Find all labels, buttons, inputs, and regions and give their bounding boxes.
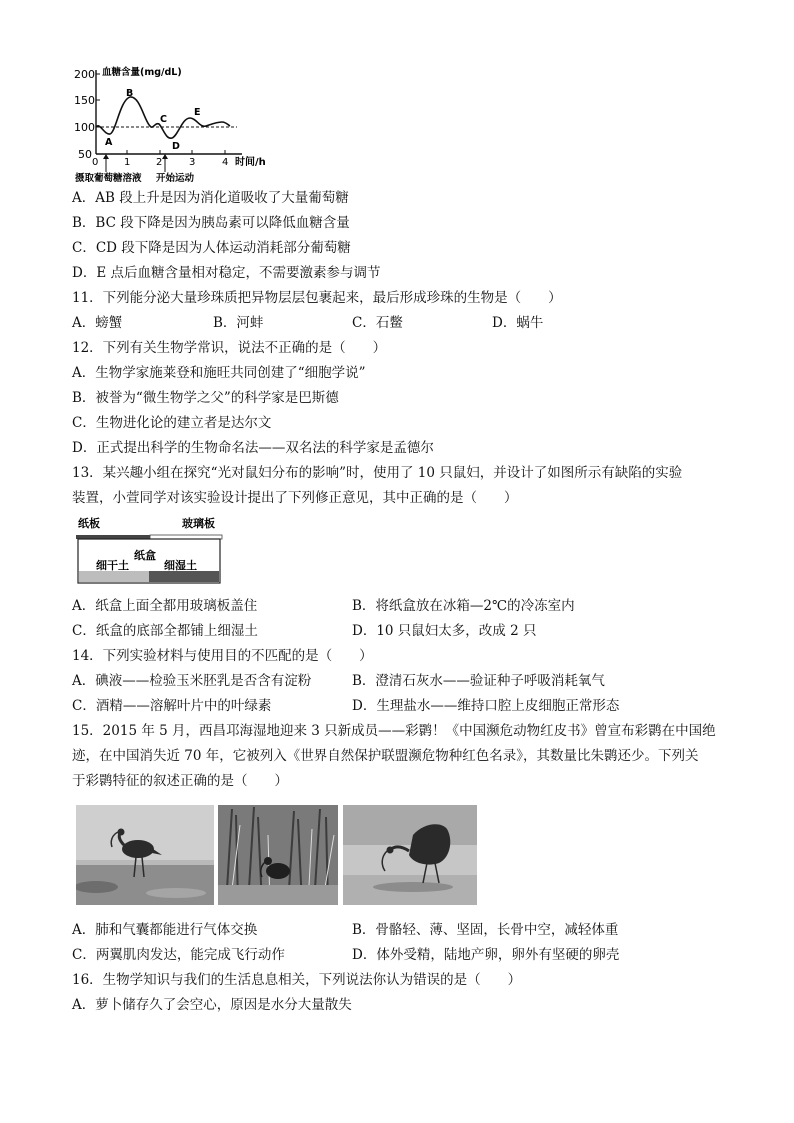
q11-option-b: B．河蚌 (213, 315, 264, 331)
y-axis-title: 血糖含量(mg/dL) (102, 67, 182, 78)
label-glass-plate: 玻璃板 (182, 517, 215, 530)
label-paperboard: 纸板 (78, 517, 100, 530)
q11-option-a: A．螃蟹 (72, 315, 123, 331)
q12-option-a: A．生物学家施莱登和施旺共同创建了“细胞学说” (72, 365, 366, 381)
q12-option-c: C．生物进化论的建立者是达尔文 (72, 415, 272, 431)
ibis-photo-3 (343, 805, 477, 905)
q13-stem-line1: 13．某兴趣小组在探究“光对鼠妇分布的影响”时，使用了 10 只鼠妇，并设计了如图所示有缺陷的实验 (72, 465, 683, 481)
x-tick: 3 (189, 157, 196, 168)
annotation-glucose: 摄取葡萄糖溶液 (75, 173, 142, 184)
q14-option-a: A．碘液——检验玉米胚乳是否含有淀粉 (72, 673, 312, 689)
q10-option-c: C．CD 段下降是因为人体运动消耗部分葡萄糖 (72, 240, 351, 256)
ibis-photo-2 (218, 805, 338, 905)
point-label: D (172, 141, 180, 152)
point-label: C (160, 114, 167, 125)
ibis-photo-1 (76, 805, 214, 905)
x-tick: 0 (92, 157, 99, 168)
q13-option-a: A．纸盒上面全都用玻璃板盖住 (72, 598, 258, 614)
q14-stem: 14．下列实验材料与使用目的不匹配的是（ ） (72, 648, 373, 664)
dry-soil (79, 571, 149, 582)
q16-stem: 16．生物学知识与我们的生活息息相关，下列说法你认为错误的是（ ） (72, 972, 522, 988)
y-tick: 200 (74, 68, 95, 81)
q14-option-c: C．酒精——溶解叶片中的叶绿素 (72, 698, 272, 714)
q14-option-b: B．澄清石灰水——验证种子呼吸消耗氧气 (352, 673, 605, 689)
y-tick: 150 (74, 94, 95, 107)
q15-stem-line2: 迹，在中国消失近 70 年，它被列入《世界自然保护联盟濒危物种红色名录》，其数量比朱鹮还少。下列关 (72, 748, 699, 764)
x-axis-unit: 时间/h (235, 157, 266, 168)
y-tick: 100 (74, 121, 95, 134)
x-tick: 2 (156, 157, 163, 168)
q11-option-c: C．石鳖 (352, 315, 403, 331)
blood-sugar-chart (72, 62, 282, 186)
q14-option-d: D．生理盐水——维持口腔上皮细胞正常形态 (352, 698, 620, 714)
x-tick: 1 (124, 157, 131, 168)
q15-stem-line3: 于彩鹮特征的叙述正确的是（ ） (72, 773, 288, 789)
q15-option-c: C．两翼肌肉发达，能完成飞行动作 (72, 947, 285, 963)
wet-soil (149, 571, 219, 582)
q10-option-b: B．BC 段下降是因为胰岛素可以降低血糖含量 (72, 215, 350, 231)
point-label: B (126, 88, 134, 99)
q12-stem: 12．下列有关生物学常识，说法不正确的是（ ） (72, 340, 387, 356)
label-box: 纸盒 (134, 549, 156, 562)
q12-option-d: D．正式提出科学的生物命名法——双名法的科学家是孟德尔 (72, 440, 434, 456)
label-wet-soil: 细湿土 (164, 559, 197, 572)
q15-option-b: B．骨骼轻、薄、坚固，长骨中空，减轻体重 (352, 922, 619, 938)
woodlouse-box-diagram (72, 513, 232, 589)
q10-option-d: D．E 点后血糖含量相对稳定，不需要激素参与调节 (72, 265, 381, 281)
q11-stem: 11．下列能分泌大量珍珠质把异物层层包裹起来，最后形成珍珠的生物是（ ） (72, 290, 562, 306)
label-dry-soil: 细干土 (96, 559, 129, 572)
q15-option-a: A．肺和气囊都能进行气体交换 (72, 922, 258, 938)
q16-option-a: A．萝卜储存久了会空心，原因是水分大量散失 (72, 997, 352, 1013)
q15-option-d: D．体外受精，陆地产卵，卵外有坚硬的卵壳 (352, 947, 620, 963)
x-tick: 4 (222, 157, 229, 168)
q11-option-d: D．蜗牛 (492, 315, 544, 331)
y-tick: 50 (78, 148, 92, 161)
q10-option-a: A．AB 段上升是因为消化道吸收了大量葡萄糖 (72, 190, 349, 206)
annotation-exercise: 开始运动 (156, 173, 195, 184)
q13-option-b: B．将纸盒放在冰箱—2℃的冷冻室内 (352, 598, 575, 614)
q12-option-b: B．被誉为“微生物学之父”的科学家是巴斯德 (72, 390, 339, 406)
q15-stem-line1: 15．2015 年 5 月，西昌邛海湿地迎来 3 只新成员——彩鹮！《中国濒危动物红皮书》曾宣布彩鹮在中国绝 (72, 723, 716, 739)
q13-stem-line2: 装置，小萱同学对该实验设计提出了下列修正意见，其中正确的是（ ） (72, 490, 518, 506)
point-label: E (194, 107, 201, 118)
point-label: A (105, 137, 113, 148)
q13-option-d: D．10 只鼠妇太多，改成 2 只 (352, 623, 537, 639)
q13-option-c: C．纸盒的底部全都铺上细湿土 (72, 623, 258, 639)
